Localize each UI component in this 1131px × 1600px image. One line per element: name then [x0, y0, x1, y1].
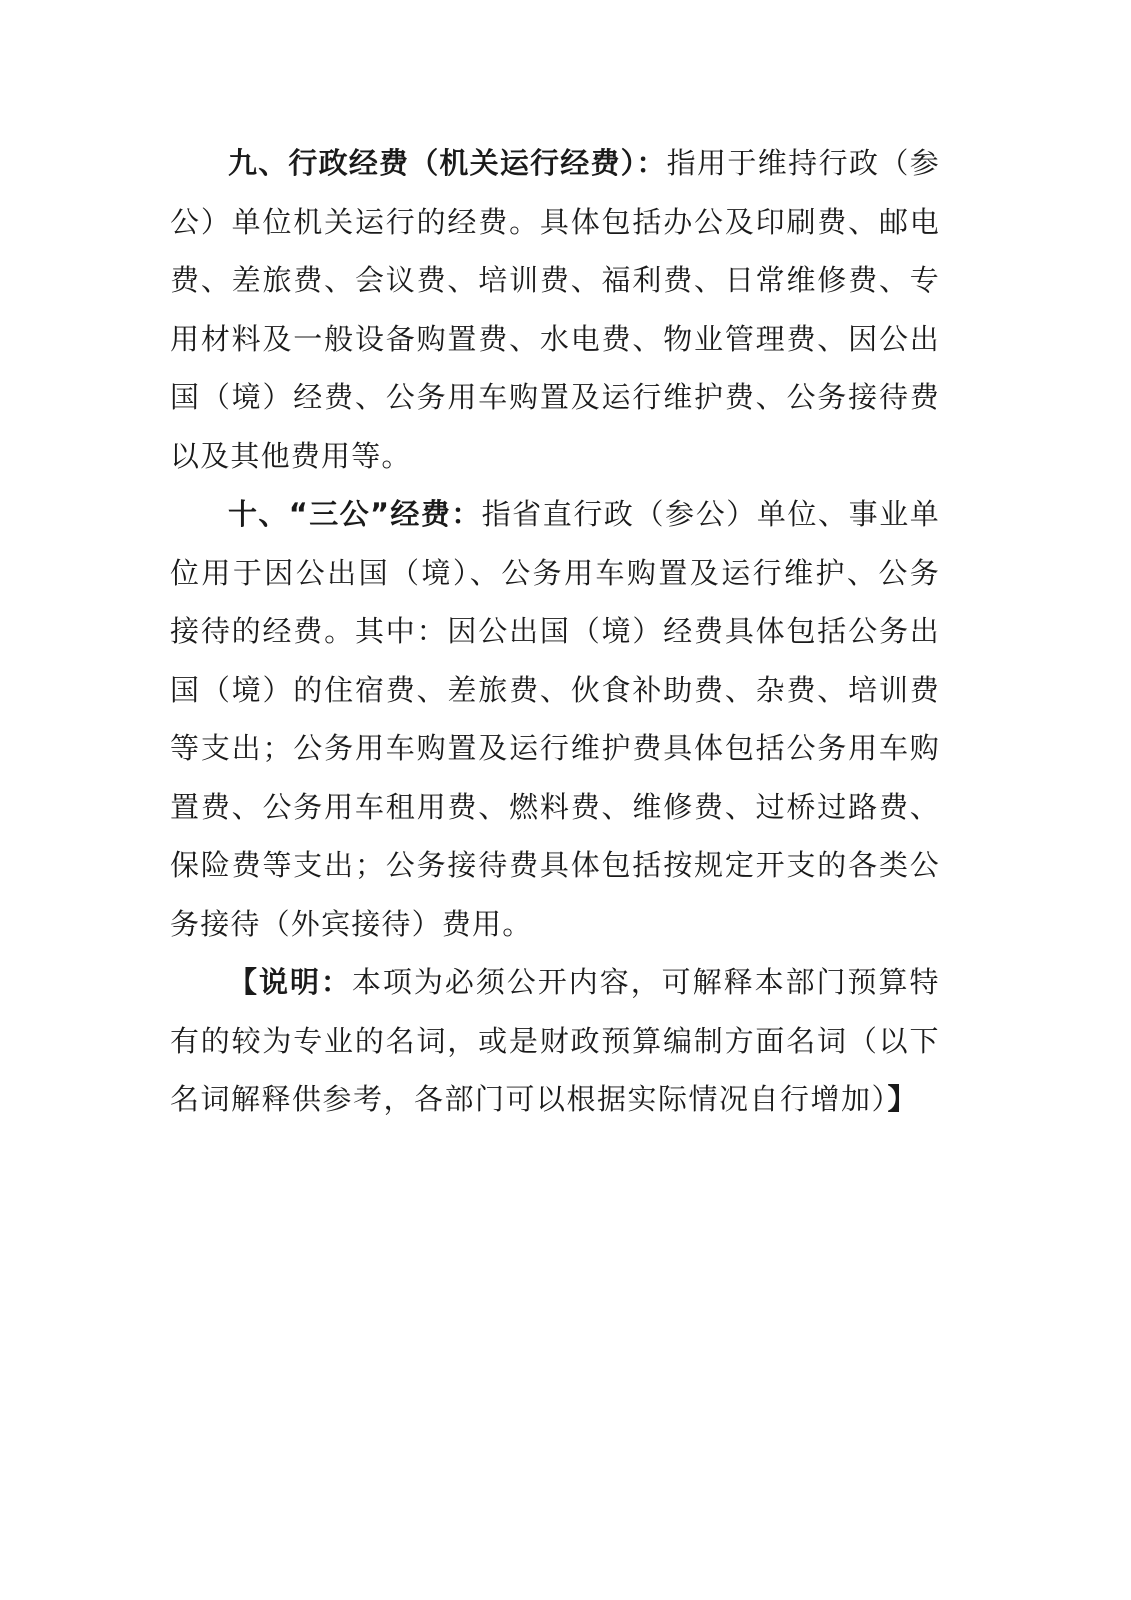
definition-administrative-expenses: 指用于维持行政（参公）单位机关运行的经费。具体包括办公及印刷费、邮电费、差旅费、会议费、培训费、福利费、日常维修费、专用材料及一般设备购置费、水电费、物业管理费、因公出国（境）经费、公务用车购置及运行维护费、公务接待费以及其他费用等。 — [170, 146, 940, 473]
term-three-public-expenses: 十、“三公”经费： — [228, 497, 482, 531]
term-administrative-expenses: 九、行政经费（机关运行经费）： — [228, 146, 667, 180]
definition-three-public-expenses: 指省直行政（参公）单位、事业单位用于因公出国（境）、公务用车购置及运行维护、公务接待的经费。其中：因公出国（境）经费具体包括公务出国（境）的住宿费、差旅费、伙食补助费、杂费、培训费等支出；公务用车购置及运行维护费具体包括公务用车购置费、公务用车租用费、燃料费、维修费、过桥过路费、保险费等支出；公务接待费具体包括按规定开支的各类公务接待（外宾接待）费用。 — [170, 497, 940, 941]
paragraph-three-public-expenses — [170, 485, 940, 953]
document-body — [170, 134, 940, 1129]
paragraph-administrative-expenses — [170, 134, 940, 485]
note-open-bracket: 【 — [228, 965, 259, 999]
note-close-bracket: 】 — [887, 1082, 919, 1116]
note-label: 说明： — [258, 965, 352, 999]
explanation-note — [170, 953, 940, 1129]
note-text: 本项为必须公开内容，可解释本部门预算特有的较为专业的名词，或是财政预算编制方面名词（以下名词解释供参考，各部门可以根据实际情况自行增加） — [170, 965, 940, 1116]
